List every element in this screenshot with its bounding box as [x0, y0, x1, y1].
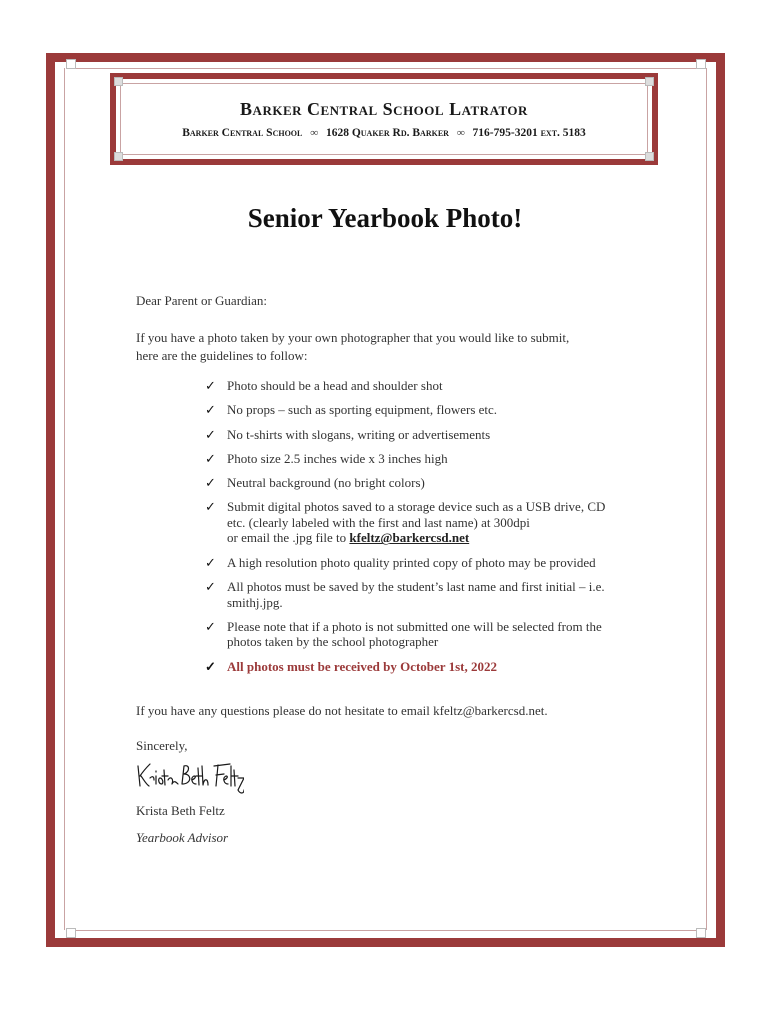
letterhead-title: Barker Central School Latrator — [240, 99, 528, 119]
border-top — [46, 53, 725, 62]
corner-ornament — [114, 152, 123, 161]
list-item — [205, 427, 625, 443]
school-phone: 716-795-3201 — [472, 127, 538, 139]
letterhead — [110, 73, 658, 165]
list-item — [205, 499, 625, 546]
check-icon: ✓ — [205, 579, 216, 595]
intro — [136, 329, 636, 365]
corner-ornament — [696, 928, 706, 938]
signature-drawing — [134, 760, 244, 798]
corner-ornament — [696, 59, 706, 69]
check-icon: ✓ — [205, 475, 216, 491]
school-address: 1628 Quaker Rd. Barker — [325, 127, 449, 139]
check-icon: ✓ — [205, 554, 216, 570]
border-left — [46, 53, 55, 947]
list-item-text: Photo should be a head and shoulder shot — [227, 378, 443, 393]
list-item-text: No props – such as sporting equipment, flowers etc. — [227, 402, 498, 418]
letterhead-contact — [116, 127, 652, 139]
list-item-text: A high resolution photo quality printed copy of photo may be provided — [227, 554, 596, 570]
list-item-text: or email the .jpg file to — [227, 530, 350, 546]
corner-ornament — [645, 77, 654, 86]
list-item — [205, 619, 625, 650]
list-item — [205, 451, 625, 467]
inner-line-top — [66, 68, 706, 69]
list-item-text: All photos must be saved by the student’s last name and first initial – i.e. smithj.jpg. — [227, 579, 605, 610]
list-item — [205, 402, 625, 418]
list-item-text: Neutral background (no bright colors) — [227, 475, 425, 491]
list-item-text: Photo size 2.5 inches wide x 3 inches high — [227, 450, 448, 466]
border-bottom — [46, 938, 725, 947]
intro-line: here are the guidelines to follow: — [136, 348, 308, 363]
closing: Sincerely, — [136, 738, 188, 753]
list-item — [205, 378, 625, 394]
signer-name: Krista Beth Feltz — [136, 803, 225, 818]
list-item — [205, 579, 625, 610]
list-item-deadline — [205, 659, 625, 675]
inner-line-bottom — [66, 930, 706, 931]
corner-ornament — [66, 59, 76, 69]
signer-title: Yearbook Advisor — [136, 830, 229, 845]
intro-line: If you have a photo taken by your own photographer that you would like to submit, — [136, 330, 570, 345]
greeting: Dear Parent or Guardian: — [136, 293, 268, 308]
guidelines-list — [205, 378, 625, 683]
list-item — [205, 475, 625, 491]
list-item-text: Submit digital photos saved to a storage device such as a USB drive, CD etc. (clearly labeled with the first and last name) at 300dpi — [227, 499, 606, 530]
inner-line-left — [64, 68, 65, 930]
page-title: Senior Yearbook Photo! — [247, 203, 523, 233]
list-item-text: No t-shirts with slogans, writing or advertisements — [227, 426, 491, 442]
check-icon: ✓ — [205, 658, 216, 674]
check-icon: ✓ — [205, 499, 216, 515]
border-right — [716, 53, 725, 947]
inner-line-right — [706, 68, 707, 930]
link-icon: ∞ — [456, 127, 465, 139]
phone-ext: ext. 5183 — [540, 127, 586, 139]
check-icon: ✓ — [205, 426, 216, 442]
link-icon: ∞ — [310, 127, 319, 139]
school-name: Barker Central School — [182, 127, 303, 139]
corner-ornament — [66, 928, 76, 938]
check-icon: ✓ — [205, 402, 216, 418]
signature-image — [134, 760, 244, 802]
corner-ornament — [114, 77, 123, 86]
questions-text: If you have any questions please do not hesitate to email kfeltz@barkercsd.net. — [136, 703, 548, 718]
list-item-text: Please note that if a photo is not submitted one will be selected from the photos taken by the school photographer — [227, 618, 602, 650]
check-icon: ✓ — [205, 450, 216, 466]
email-link[interactable]: kfeltz@barkercsd.net — [349, 530, 470, 546]
check-icon: ✓ — [205, 378, 216, 393]
corner-ornament — [645, 152, 654, 161]
check-icon: ✓ — [205, 618, 216, 634]
deadline-text: All photos must be received by October 1st, 2022 — [227, 658, 497, 674]
list-item — [205, 555, 625, 571]
